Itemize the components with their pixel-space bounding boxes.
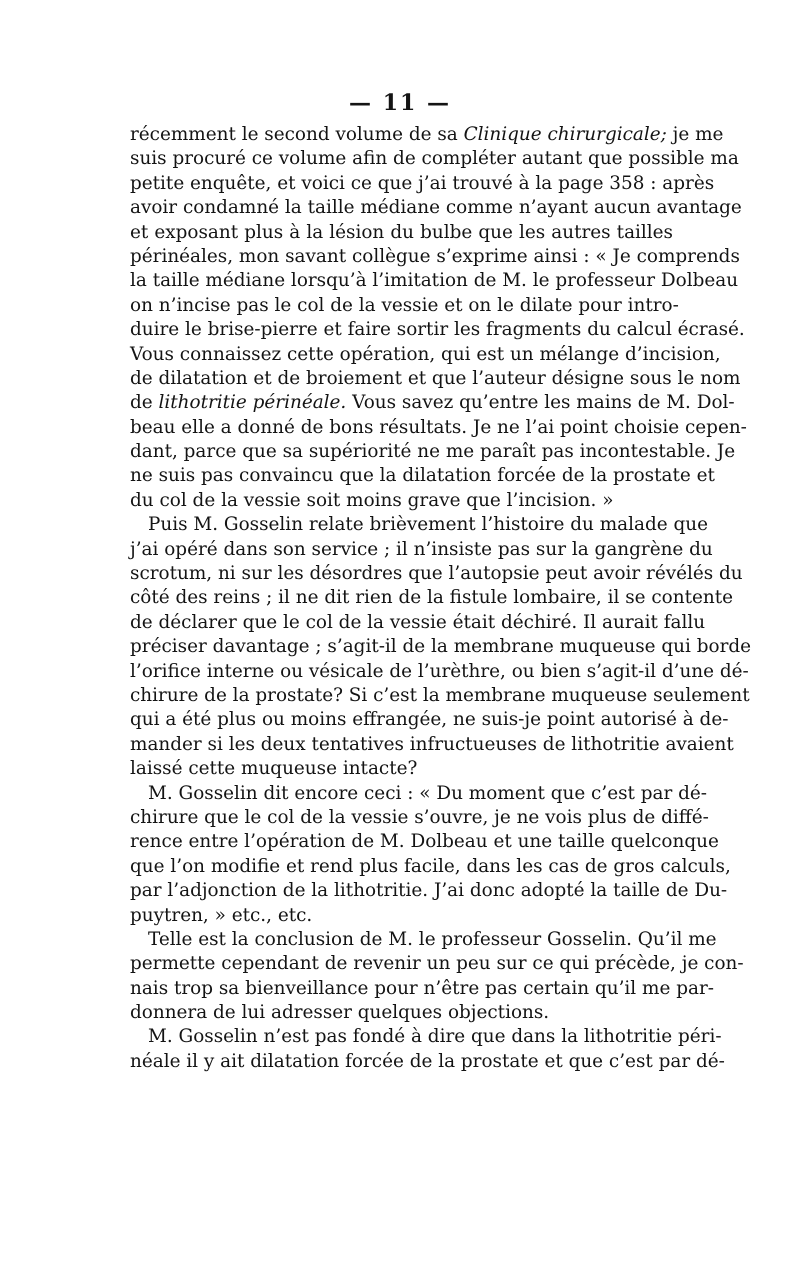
text-line: par l’adjonction de la lithotritie. J’ai donc adopté la taille de Du- — [130, 880, 728, 902]
text-line: M. Gosselin n’est pas fondé à dire que dans la lithotritie péri- — [148, 1026, 722, 1048]
text-line: Puis M. Gosselin relate brièvement l’histoire du malade que — [148, 514, 708, 536]
text-segment: je me — [666, 124, 724, 145]
text-line: avoir condamné la taille médiane comme n’ayant aucun avantage — [130, 197, 742, 219]
text-line: du col de la vessie soit moins grave que l’incision. » — [130, 489, 614, 511]
page-number: — 11 — — [349, 90, 451, 116]
text-line: ne suis pas convaincu que la dilatation forcée de la prostate et — [130, 465, 715, 487]
text-segment: Vous savez qu’entre les mains de M. Dol- — [346, 392, 735, 414]
text-line: que l’on modifie et rend plus facile, dans les cas de gros calculs, — [130, 855, 731, 877]
text-line: périnéales, mon savant collègue s’exprime ainsi : « Je comprends — [130, 245, 740, 267]
text-line: rence entre l’opération de M. Dolbeau et une taille quelconque — [130, 831, 719, 853]
text-line: chirure de la prostate? Si c’est la membrane muqueuse seulement — [130, 684, 750, 706]
text-line: beau elle a donné de bons résultats. Je ne l’ai point choisie cepen- — [130, 416, 747, 438]
text-line: nais trop sa bienveillance pour n’être pas certain qu’il me par- — [130, 977, 714, 999]
paragraph — [130, 513, 752, 781]
text-line: l’orifice interne ou vésicale de l’urèthre, ou bien s’agit-il d’une dé- — [130, 660, 749, 682]
text-line: néale il y ait dilatation forcée de la prostate et que c’est par dé- — [130, 1050, 725, 1072]
text-line: mander si les deux tentatives infructueuses de lithotritie avaient — [130, 733, 734, 755]
text-line: on n’incise pas le col de la vessie et on le dilate pour intro- — [130, 294, 679, 316]
paragraph — [130, 928, 744, 1026]
text-line: Telle est la conclusion de M. le professeur Gosselin. Qu’il me — [148, 928, 717, 950]
text-line: donnera de lui adresser quelques objections. — [130, 1002, 550, 1024]
text-line: côté des reins ; il ne dit rien de la fistule lombaire, il se contente — [130, 587, 733, 609]
paragraph — [130, 1025, 725, 1074]
text-line: duire le brise-pierre et faire sortir les fragments du calcul écrasé. — [130, 319, 745, 341]
text-line: j’ai opéré dans son service ; il n’insiste pas sur la gangrène du — [130, 538, 713, 560]
text-line: petite enquête, et voici ce que j’ai trouvé à la page 358 : après — [130, 172, 715, 194]
text-segment: récemment le second volume de sa — [130, 124, 464, 145]
text-line: Vous connaissez cette opération, qui est un mélange d’incision, — [130, 343, 721, 365]
text-line: laissé cette muqueuse intacte? — [130, 758, 418, 780]
text-line — [130, 123, 724, 147]
text-line: chirure que le col de la vessie s’ouvre, je ne vois plus de diffé- — [130, 806, 709, 828]
paragraph — [130, 782, 731, 928]
text-line: M. Gosselin dit encore ceci : « Du moment que c’est par dé- — [148, 782, 708, 804]
text-line: dant, parce que sa supériorité ne me paraît pas incontestable. Je — [130, 441, 736, 463]
text-line: préciser davantage ; s’agit-il de la membrane muqueuse qui borde — [130, 636, 752, 658]
text-segment: de — [130, 392, 159, 414]
text-line: puytren, » etc., etc. — [130, 904, 313, 926]
paragraph — [130, 123, 747, 513]
text-line: suis procuré ce volume afin de compléter autant que possible ma — [130, 148, 739, 170]
text-line: de dilatation et de broiement et que l’auteur désigne sous le nom — [130, 367, 741, 389]
text-line: de déclarer que le col de la vessie était déchiré. Il aurait fallu — [130, 611, 706, 633]
body-text — [130, 123, 752, 1074]
text-line: la taille médiane lorsqu’à l’imitation de M. le professeur Dolbeau — [130, 270, 739, 292]
italic-title: Clinique chirurgicale; — [463, 124, 667, 145]
italic-title: lithotritie périnéale. — [158, 392, 347, 414]
text-line: permette cependant de revenir un peu sur ce qui précède, je con- — [130, 953, 744, 975]
text-line — [130, 391, 735, 415]
text-line: qui a été plus ou moins effrangée, ne suis-je point autorisé à de- — [130, 709, 729, 731]
text-line: scrotum, ni sur les désordres que l’autopsie peut avoir révélés du — [130, 563, 743, 585]
text-line: et exposant plus à la lésion du bulbe que les autres tailles — [130, 221, 673, 243]
